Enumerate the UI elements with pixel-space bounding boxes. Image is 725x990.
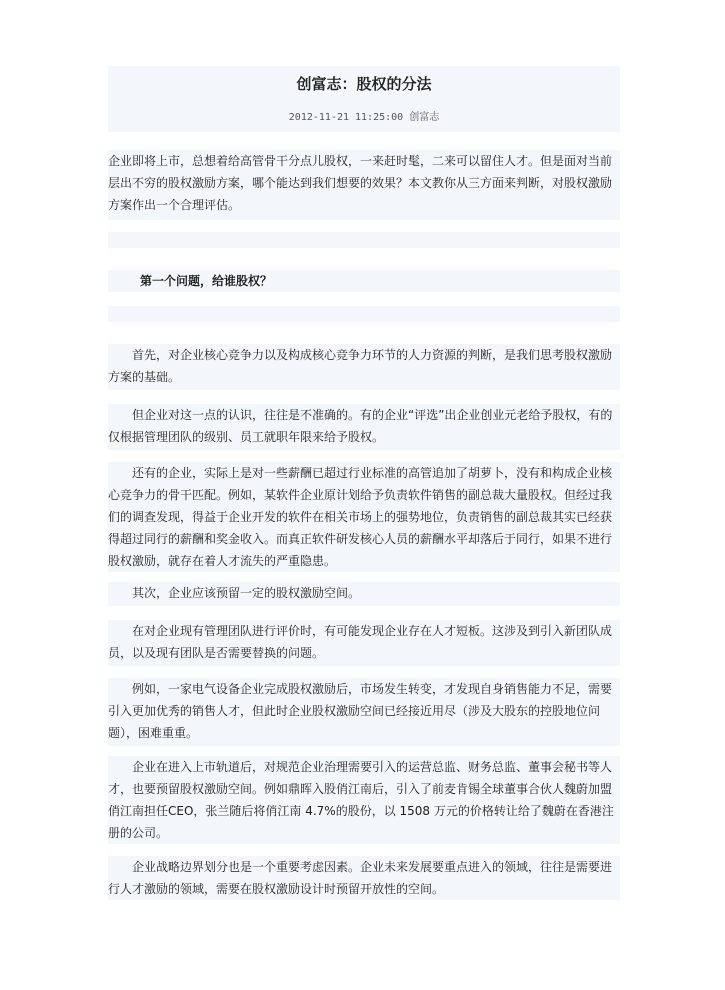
body-paragraph: 企业战略边界划分也是一个重要考虑因素。企业未来发展要重点进入的领域，往往是需要进行人才激励的领域，需要在股权激励设计时预留开放性的空间。 — [108, 860, 613, 896]
body-paragraph: 但企业对这一点的认识，往往是不准确的。有的企业“评选”出企业创业元老给予股权，有的仅根据管理团队的级别、员工就职年限来给予股权。 — [108, 408, 613, 444]
section-heading: 第一个问题，给谁股权？ — [140, 274, 273, 288]
section-heading-band — [108, 270, 620, 292]
body-paragraph: 其次，企业应该预留一定的股权激励空间。 — [132, 586, 361, 600]
paragraph-band — [108, 344, 620, 390]
paragraph-band — [108, 462, 620, 572]
title-band — [108, 66, 620, 132]
body-paragraph: 还有的企业，实际上是对一些薪酬已超过行业标准的高管追加了胡萝卜，没有和构成企业核心竞争力的骨干匹配。例如，某软件企业原计划给予负责软件销售的副总裁大量股权。但经过我们的调查发现，得益于企业开发的软件在相关市场上的强势地位，负责销售的副总裁其实已经获得超过同行的薪酬和奖金收入。而真正软件研发核心人员的薪酬水平却落后于同行，如果不进行股权激励，就存在着人才流失的严重隐患。 — [108, 466, 613, 568]
article-meta: 2012-11-21 11:25:00 创富志 — [288, 112, 440, 123]
intro-band — [108, 150, 620, 220]
body-paragraph: 例如，一家电气设备企业完成股权激励后，市场发生转变，才发现自身销售能力不足，需要引入更加优秀的销售人才，但此时企业股权激励空间已经接近用尽（涉及大股东的控股地位问题），困难重重。 — [108, 682, 613, 740]
paragraph-band — [108, 756, 620, 844]
paragraph-band — [108, 582, 620, 606]
body-paragraph: 在对企业现有管理团队进行评价时，有可能发现企业存在人才短板。这涉及到引入新团队成员，以及现有团队是否需要替换的问题。 — [108, 624, 613, 660]
article-title: 创富志：股权的分法 — [296, 75, 432, 93]
paragraph-band — [108, 678, 620, 746]
paragraph-band — [108, 404, 620, 450]
body-paragraph: 企业在进入上市轨道后，对规范企业治理需要引入的运营总监、财务总监、董事会秘书等人才，也要预留股权激励空间。例如鼎晖入股俏江南后，引入了前麦肯锡全球董事合伙人魏蔚加盟俏江南担任CEO，张兰随后将俏江南 4.7%的股份，以 1508 万元的价格转让给了魏蔚在香港注册的公司。 — [108, 760, 614, 840]
paragraph-band — [108, 856, 620, 900]
intro-paragraph: 企业即将上市，总想着给高管骨干分点儿股权，一来赶时髦，二来可以留住人才。但是面对当前层出不穷的股权激励方案，哪个能达到我们想要的效果？本文教你从三方面来判断，对股权激励方案作出一个合理评估。 — [108, 154, 613, 212]
body-paragraph: 首先，对企业核心竞争力以及构成核心竞争力环节的人力资源的判断，是我们思考股权激励方案的基础。 — [108, 348, 613, 384]
paragraph-band — [108, 620, 620, 666]
spacer-band — [108, 232, 620, 248]
spacer-band — [108, 306, 620, 322]
